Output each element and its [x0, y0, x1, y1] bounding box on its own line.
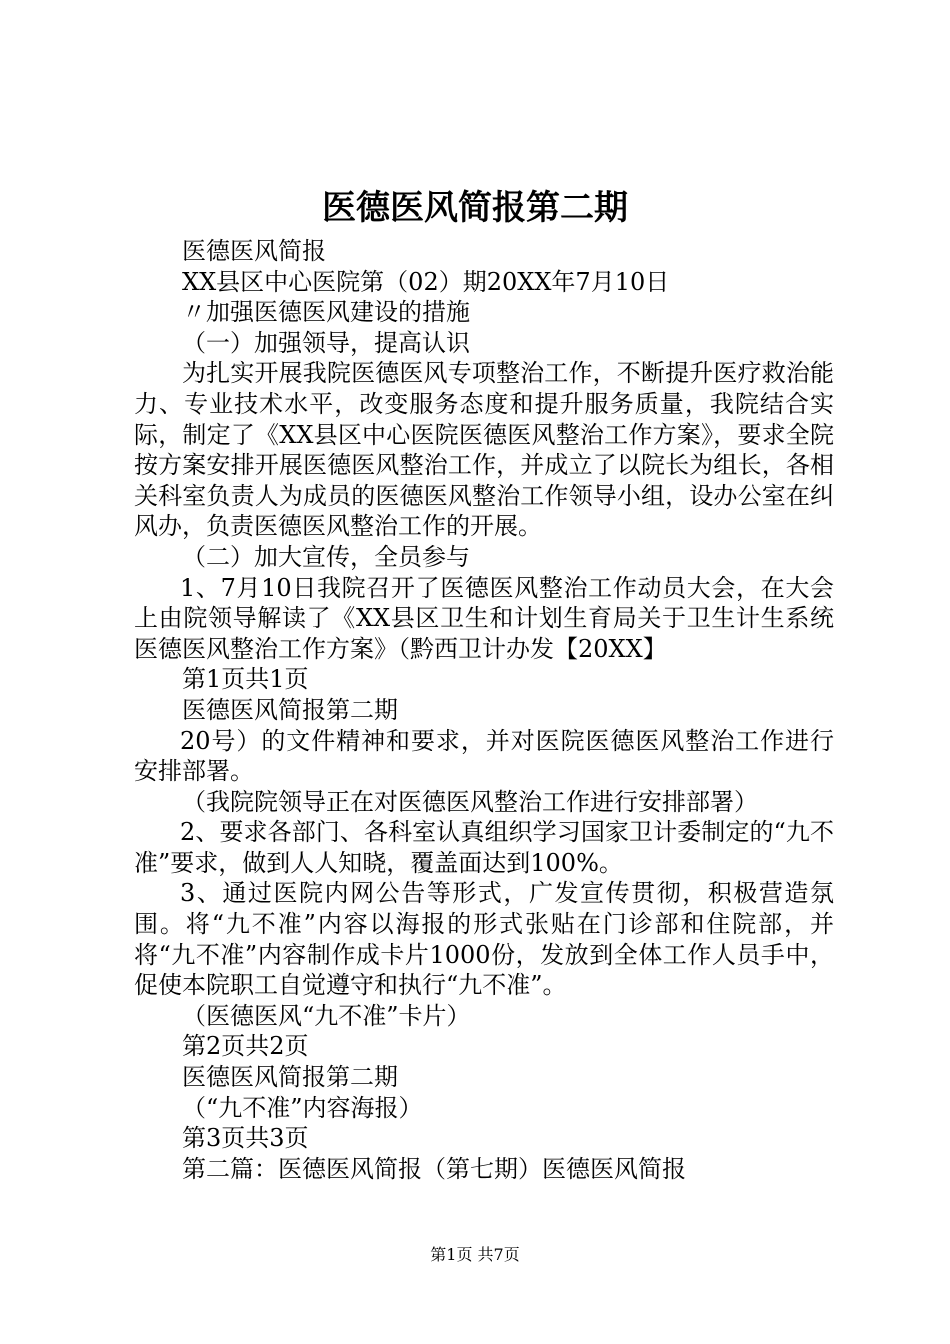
paragraph-page-marker-3: 第3页共3页 [182, 1124, 309, 1153]
paragraph-item-two: 2、要求各部门、各科室认真组织学习国家卫计委制定的“九不准”要求，做到人人知晓，覆盖面达到100%。 [134, 818, 834, 877]
paragraph-second-article-heading: 第二篇：医德医风简报（第七期）医德医风简报 [182, 1154, 686, 1183]
paragraph-photo-caption-1: （我院院领导正在对医德医风整治工作进行安排部署） [182, 787, 758, 816]
paragraph-photo-caption-3: （“九不准”内容海报） [182, 1093, 423, 1122]
page-footer: 第1页 共7页 [430, 1245, 520, 1264]
paragraph-item-one: 1、7月10日我院召开了医德医风整治工作动员大会，在大会上由院领导解读了《XX县区卫生和计划生育局关于卫生计生系统医德医风整治工作方案》（黔西卫计办发【20XX】 [134, 573, 834, 663]
paragraph-section-two-heading: （二）加大宣传，全员参与 [182, 542, 470, 571]
paragraph-running-header-1: 医德医风简报第二期 [182, 695, 398, 724]
paragraph-newsletter-name: 医德医风简报 [182, 237, 326, 265]
paragraph-section-one-body: 为扎实开展我院医德医风专项整治工作，不断提升医疗救治能力、专业技术水平，改变服务态度和提升服务质量，我院结合实际，制定了《XX县区中心医院医德医风整治工作方案》，要求全院按方案安排开展医德医风整治工作，并成立了以院长为组长，各相关科室负责人为成员的医德医风整治工作领导小组，设办公室在纠风办，负责医德医风整治工作的开展。 [134, 359, 834, 541]
paragraph-issue-line: XX县区中心医院第（02）期20XX年7月10日 [182, 267, 670, 296]
document-title: 医德医风简报第二期 [322, 188, 628, 228]
paragraph-page-marker-1: 第1页共1页 [182, 665, 309, 694]
paragraph-photo-caption-2: （医德医风“九不准”卡片） [182, 1001, 471, 1030]
paragraph-item-three: 3、通过医院内网公告等形式，广发宣传贯彻，积极营造氛围。将“九不准”内容以海报的形式张贴在门诊部和住院部，并将“九不准”内容制作成卡片1000份，发放到全体工作人员手中，促使本院职工自觉遵守和执行“九不准”。 [134, 879, 834, 1000]
paragraph-section-one-heading: （一）加强领导，提高认识 [182, 328, 470, 357]
paragraph-running-header-2: 医德医风简报第二期 [182, 1063, 398, 1092]
paragraph-item-one-cont: 20号）的文件精神和要求，并对医院医德医风整治工作进行安排部署。 [134, 726, 834, 786]
paragraph-page-marker-2: 第2页共2页 [182, 1032, 309, 1061]
paragraph-measures-heading: 〃加强医德医风建设的措施 [182, 298, 470, 327]
document-body [134, 236, 834, 1184]
